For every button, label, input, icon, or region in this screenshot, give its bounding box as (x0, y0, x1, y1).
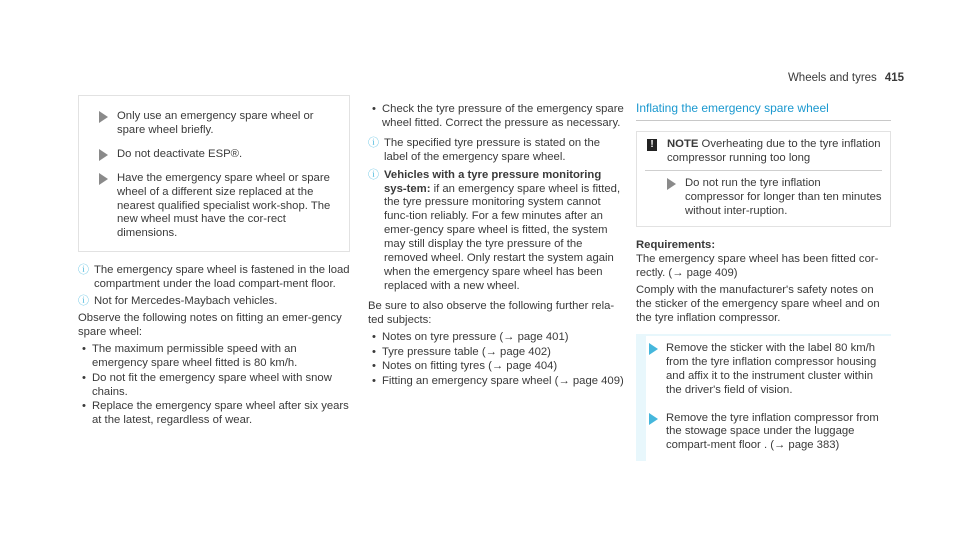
notice-label: NOTE (667, 137, 699, 150)
bullet-icon: • (372, 375, 376, 388)
step-item: Remove the sticker with the label 80 km/h from the tyre inflation compressor housing and affix it to the instrument cluster within the driver's field of vision. (646, 336, 891, 406)
bullet-icon: • (372, 330, 376, 343)
cross-reference[interactable]: • Notes on tyre pressure (→ page 401) (372, 330, 569, 343)
column-middle (368, 102, 626, 390)
bullet-icon: • (82, 400, 86, 413)
step-arrow-icon (99, 173, 108, 185)
bullet-icon: • (372, 103, 376, 115)
info-note: ⓘ The specified tyre pressure is stated on the label of the emergency spare wheel. (368, 136, 601, 163)
step-item: Remove the tyre inflation compressor from the stowage space under the luggage compart-ment floor . (→ page 383) (646, 406, 891, 462)
list-item: • Replace the emergency spare wheel after six years at the latest, regardless of wear. (82, 400, 349, 427)
step-arrow-icon (649, 413, 658, 425)
info-icon: ⓘ (368, 136, 379, 149)
divider (645, 170, 882, 171)
step-item: Only use an emergency spare wheel or spare wheel briefly. (99, 110, 339, 138)
bullet-icon: • (82, 342, 86, 355)
procedure-steps (636, 334, 891, 461)
paragraph: Observe the following notes on fitting an emer-gency spare wheel: (78, 311, 342, 338)
list-item: • Check the tyre pressure of the emergency spare wheel fitted. Correct the pressure as necessary. (372, 103, 624, 129)
step-arrow-icon (99, 111, 108, 123)
paragraph: Comply with the manufacturer's safety notes on the sticker of the emergency spare wheel and on the tyre inflation compressor. (636, 284, 880, 324)
column-right (636, 102, 891, 461)
step-arrow-icon (99, 149, 108, 161)
step-arrow-icon (667, 178, 676, 190)
step-item: Do not run the tyre inflation compressor for longer than ten minutes without inter-ruption. (667, 177, 882, 219)
section-heading: Inflating the emergency spare wheel (636, 102, 891, 121)
step-item: Have the emergency spare wheel or spare wheel of a different size replaced at the nearest qualified specialist work-shop. The new wheel must have the cor-rect dimensions. (99, 172, 339, 242)
cross-reference[interactable]: • Tyre pressure table (→ page 402) (372, 345, 551, 358)
bullet-icon: • (372, 345, 376, 358)
running-header (788, 72, 904, 84)
section-title: Wheels and tyres (787, 72, 877, 84)
bullet-icon: • (372, 360, 376, 373)
info-icon: ⓘ (368, 168, 379, 181)
cross-reference[interactable]: • Fitting an emergency spare wheel (→ page 409) (372, 375, 624, 388)
column-left (78, 95, 350, 429)
warning-icon: ! (647, 139, 657, 151)
notice-box (636, 131, 891, 228)
list-item: • Do not fit the emergency spare wheel with snow chains. (82, 371, 332, 398)
list-item: • The maximum permissible speed with an emergency spare wheel fitted is 80 km/h. (82, 342, 298, 369)
requirements-label: Requirements: (636, 239, 716, 252)
bullet-icon: • (82, 371, 86, 384)
notice-text: Overheating due to the tyre inflation compressor running too long (667, 137, 881, 164)
info-icon: ⓘ (78, 264, 89, 277)
requirements: Requirements: The emergency spare wheel has been fitted cor-rectly. (→ page 409) (636, 239, 879, 280)
note-heading: Vehicles with a tyre pressure monitoring sys-tem: (384, 168, 602, 195)
info-icon: ⓘ (78, 295, 89, 308)
info-note: ⓘ The emergency spare wheel is fastened in the load compartment under the load compart-ment floor. (78, 264, 350, 291)
page-number: 415 (884, 72, 904, 84)
cross-reference[interactable]: • Notes on fitting tyres (→ page 404) (372, 360, 558, 373)
instruction-box (78, 95, 350, 252)
paragraph: Be sure to also observe the following further rela-ted subjects: (368, 299, 615, 326)
step-arrow-icon (649, 343, 658, 355)
info-note: ⓘ Not for Mercedes-Maybach vehicles. (78, 295, 278, 308)
notice-header (645, 138, 882, 166)
info-note: ⓘ Vehicles with a tyre pressure monitoring sys-tem: if an emergency spare wheel is fitted, the tyre pressure monitoring system cannot func-tion reliably. For a few minutes after an emer-gency spare wheel is fitted, the system may still display the tyre pressure of the removed wheel. Only restart the system again when the emergency spare wheel has been replaced with a new wheel. (368, 168, 621, 292)
step-item: Do not deactivate ESP®. (99, 148, 339, 162)
